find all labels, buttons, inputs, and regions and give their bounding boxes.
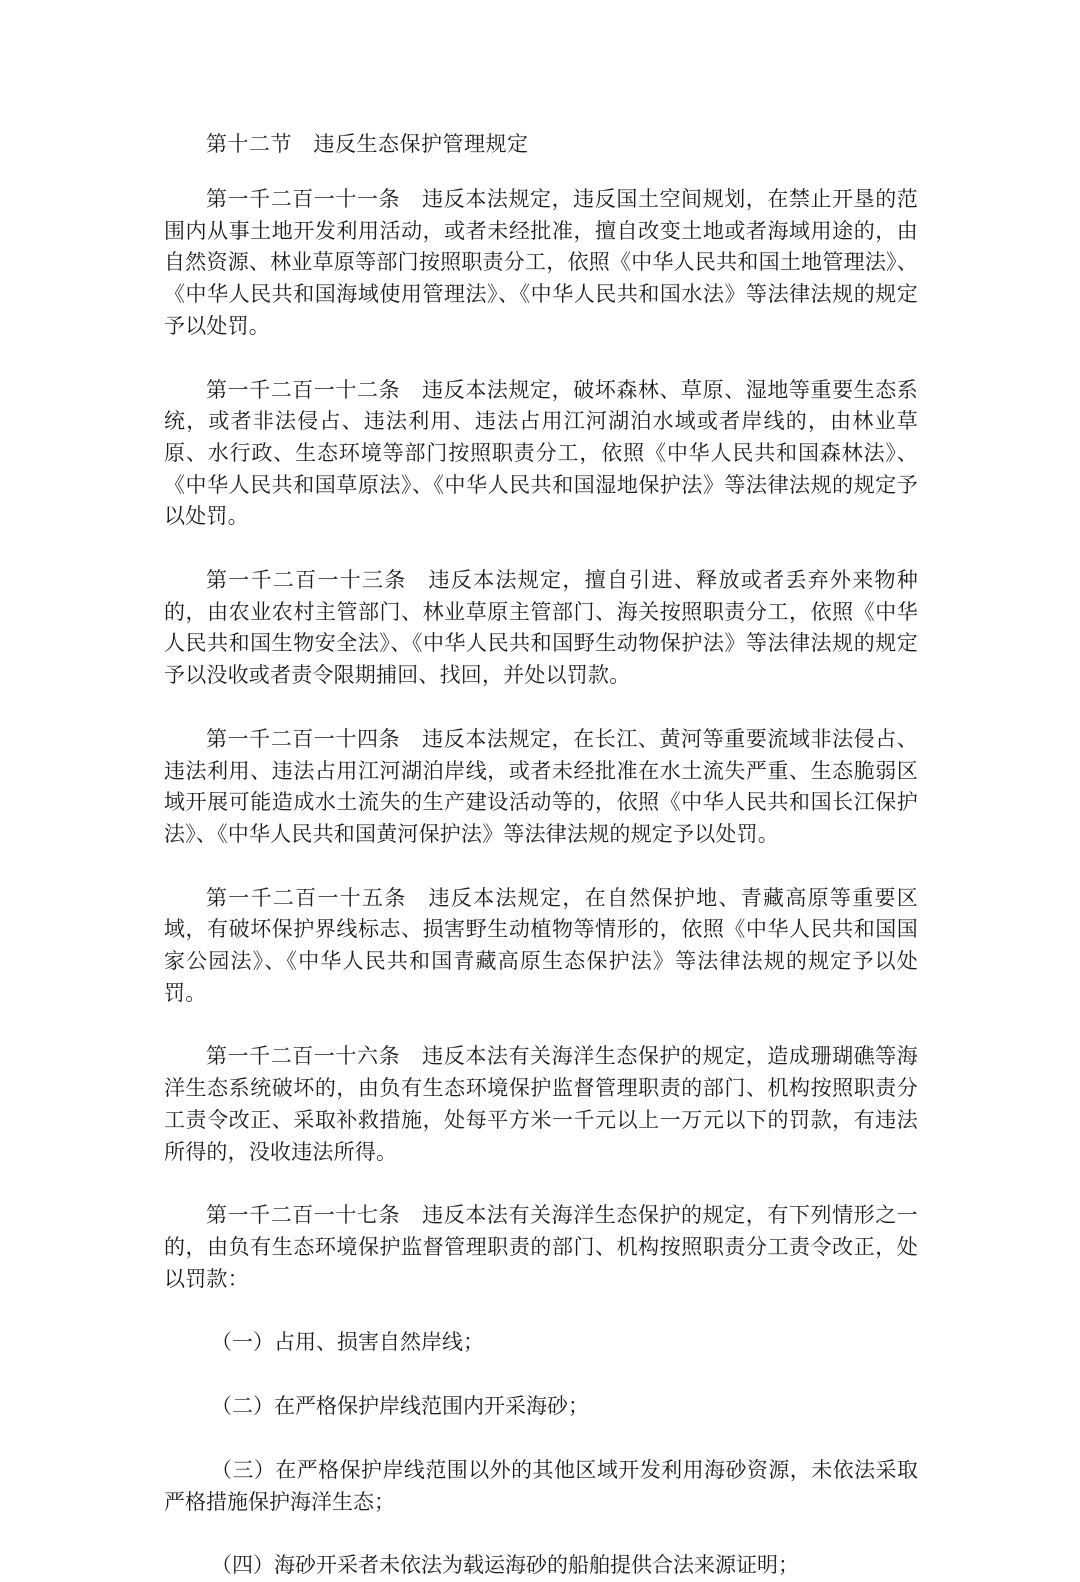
article-text: 违反本法有关海洋生态保护的规定，有下列情形之一的，由负有生态环境保护监督管理职责的部门、机构按照职责分工责令改正，处以罚款： — [164, 1203, 918, 1291]
article-number: 第一千二百一十四条 — [206, 726, 401, 751]
article-number: 第一千二百一十五条 — [206, 885, 407, 910]
article-1214 — [164, 724, 918, 851]
list-item-2: （二）在严格保护岸线范围内开采海砂； — [211, 1394, 589, 1419]
list-item-4: （四）海砂开采者未依法为载运海砂的船舶提供合法来源证明； — [211, 1553, 799, 1578]
article-text: 违反本法规定，在长江、黄河等重要流域非法侵占、违法利用、违法占用江河湖泊岸线，或者未经批准在水土流失严重、生态脆弱区域开展可能造成水土流失的生产建设活动等的，依照《中华人民共和国长江保护法》、《中华人民共和国黄河保护法》等法律法规的规定予以处罚。 — [164, 726, 918, 846]
article-1217 — [164, 1200, 918, 1295]
article-number: 第一千二百一十一条 — [206, 187, 401, 211]
article-1215 — [164, 883, 918, 1010]
article-text: 违反本法规定，破坏森林、草原、湿地等重要生态系统，或者非法侵占、违法利用、违法占用江河湖泊水域或者岸线的，由林业草原、水行政、生态环境等部门按照职责分工，依照《中华人民共和国森林法》、《中华人民共和国草原法》、《中华人民共和国湿地保护法》等法律法规的规定予以处罚。 — [164, 377, 918, 529]
article-1212 — [164, 375, 918, 534]
article-text: 违反本法规定，违反国土空间规划，在禁止开垦的范围内从事土地开发利用活动，或者未经批准，擅自改变土地或者海域用途的，由自然资源、林业草原等部门按照职责分工，依照《中华人民共和国土地管理法》、《中华人民共和国海域使用管理法》、《中华人民共和国水法》等法律法规的规定予以处罚。 — [164, 187, 918, 338]
article-number: 第一千二百一十六条 — [206, 1044, 401, 1069]
list-item-1: （一）占用、损害自然岸线； — [211, 1330, 484, 1355]
article-text: 违反本法规定，在自然保护地、青藏高原等重要区域，有破坏保护界线标志、损害野生动植物等情形的，依照《中华人民共和国国家公园法》、《中华人民共和国青藏高原生态保护法》等法律法规的规定予以处罚。 — [164, 885, 918, 1005]
article-text: 违反本法规定，擅自引进、释放或者丢弃外来物种的，由农业农村主管部门、林业草原主管部门、海关按照职责分工，依照《中华人民共和国生物安全法》、《中华人民共和国野生动物保护法》等法律法规的规定予以没收或者责令限期捕回、找回，并处以罚款。 — [164, 568, 918, 688]
section-title: 第十二节 违反生态保护管理规定 — [206, 132, 529, 156]
article-number: 第一千二百一十二条 — [206, 377, 401, 402]
article-1213 — [164, 565, 918, 692]
article-number: 第一千二百一十七条 — [206, 1203, 401, 1228]
article-text: 违反本法有关海洋生态保护的规定，造成珊瑚礁等海洋生态系统破坏的，由负有生态环境保护监督管理职责的部门、机构按照职责分工责令改正、采取补救措施，处每平方米一千元以上一万元以下的罚款，有违法所得的，没收违法所得。 — [164, 1044, 918, 1164]
article-number: 第一千二百一十三条 — [206, 568, 407, 593]
article-1216 — [164, 1041, 918, 1168]
list-item-3: （三）在严格保护岸线范围以外的其他区域开发利用海砂资源，未依法采取严格措施保护海洋生态； — [164, 1457, 918, 1514]
article-1211 — [164, 184, 918, 343]
